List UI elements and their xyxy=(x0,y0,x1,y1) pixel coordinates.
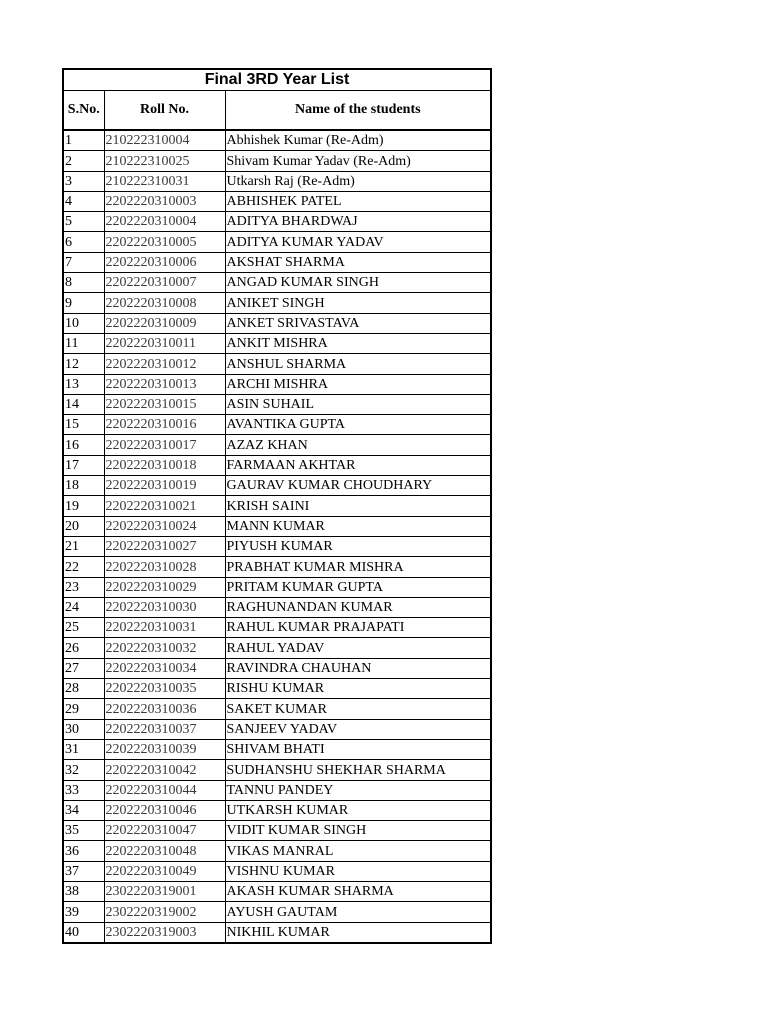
student-name-cell: SUDHANSHU SHEKHAR SHARMA xyxy=(225,760,491,780)
sno-cell: 40 xyxy=(63,922,104,943)
sno-cell: 22 xyxy=(63,557,104,577)
table-row xyxy=(63,496,491,516)
sno-cell: 16 xyxy=(63,435,104,455)
roll-number-cell: 2202220310030 xyxy=(104,597,225,617)
sno-cell: 29 xyxy=(63,699,104,719)
table-row xyxy=(63,800,491,820)
name-column-header: Name of the students xyxy=(225,91,491,131)
table-row xyxy=(63,252,491,272)
sno-cell: 28 xyxy=(63,679,104,699)
table-row xyxy=(63,415,491,435)
student-name-cell: AKASH KUMAR SHARMA xyxy=(225,881,491,901)
table-row xyxy=(63,273,491,293)
table-row xyxy=(63,841,491,861)
table-row xyxy=(63,232,491,252)
table-row xyxy=(63,394,491,414)
sno-cell: 13 xyxy=(63,374,104,394)
roll-number-cell: 2202220310049 xyxy=(104,861,225,881)
roll-number-cell: 2202220310032 xyxy=(104,638,225,658)
student-name-cell: VISHNU KUMAR xyxy=(225,861,491,881)
student-name-cell: ABHISHEK PATEL xyxy=(225,191,491,211)
roll-number-cell: 2202220310042 xyxy=(104,760,225,780)
table-row xyxy=(63,293,491,313)
table-row xyxy=(63,902,491,922)
roll-number-cell: 2202220310003 xyxy=(104,191,225,211)
student-name-cell: FARMAAN AKHTAR xyxy=(225,455,491,475)
roll-number-cell: 2202220310028 xyxy=(104,557,225,577)
student-name-cell: ANKIT MISHRA xyxy=(225,333,491,353)
table-row xyxy=(63,191,491,211)
sno-cell: 12 xyxy=(63,354,104,374)
roll-number-cell: 2202220310024 xyxy=(104,516,225,536)
student-list-table xyxy=(62,68,492,944)
roll-number-cell: 2202220310047 xyxy=(104,821,225,841)
roll-number-cell: 2202220310017 xyxy=(104,435,225,455)
sno-cell: 32 xyxy=(63,760,104,780)
sno-cell: 33 xyxy=(63,780,104,800)
student-name-cell: SANJEEV YADAV xyxy=(225,719,491,739)
student-name-cell: ASIN SUHAIL xyxy=(225,394,491,414)
student-name-cell: PRABHAT KUMAR MISHRA xyxy=(225,557,491,577)
sno-cell: 9 xyxy=(63,293,104,313)
student-name-cell: AYUSH GAUTAM xyxy=(225,902,491,922)
roll-number-cell: 2202220310004 xyxy=(104,212,225,232)
sno-cell: 10 xyxy=(63,313,104,333)
student-name-cell: RAHUL YADAV xyxy=(225,638,491,658)
student-name-cell: SHIVAM BHATI xyxy=(225,739,491,759)
roll-number-cell: 210222310031 xyxy=(104,171,225,191)
roll-number-cell: 2202220310015 xyxy=(104,394,225,414)
roll-number-cell: 2202220310021 xyxy=(104,496,225,516)
student-name-cell: AZAZ KHAN xyxy=(225,435,491,455)
roll-number-cell: 2202220310044 xyxy=(104,780,225,800)
table-row xyxy=(63,679,491,699)
student-name-cell: ANSHUL SHARMA xyxy=(225,354,491,374)
roll-number-cell: 2202220310027 xyxy=(104,536,225,556)
student-name-cell: ARCHI MISHRA xyxy=(225,374,491,394)
student-name-cell: ADITYA BHARDWAJ xyxy=(225,212,491,232)
roll-number-cell: 2202220310007 xyxy=(104,273,225,293)
student-name-cell: ADITYA KUMAR YADAV xyxy=(225,232,491,252)
student-name-cell: ANGAD KUMAR SINGH xyxy=(225,273,491,293)
table-row xyxy=(63,435,491,455)
student-name-cell: Shivam Kumar Yadav (Re-Adm) xyxy=(225,151,491,171)
table-row xyxy=(63,130,491,151)
table-row xyxy=(63,658,491,678)
table-row xyxy=(63,516,491,536)
roll-number-cell: 2202220310035 xyxy=(104,679,225,699)
table-row xyxy=(63,699,491,719)
student-name-cell: PIYUSH KUMAR xyxy=(225,536,491,556)
sno-cell: 18 xyxy=(63,476,104,496)
roll-number-cell: 2302220319003 xyxy=(104,922,225,943)
student-list-sheet xyxy=(62,68,490,944)
student-name-cell: PRITAM KUMAR GUPTA xyxy=(225,577,491,597)
student-name-cell: KRISH SAINI xyxy=(225,496,491,516)
table-row xyxy=(63,881,491,901)
table-row xyxy=(63,557,491,577)
student-name-cell: RAVINDRA CHAUHAN xyxy=(225,658,491,678)
table-row xyxy=(63,719,491,739)
sno-cell: 25 xyxy=(63,618,104,638)
roll-number-cell: 2202220310048 xyxy=(104,841,225,861)
table-row xyxy=(63,638,491,658)
sno-cell: 17 xyxy=(63,455,104,475)
table-row xyxy=(63,212,491,232)
roll-number-cell: 2202220310039 xyxy=(104,739,225,759)
student-name-cell: VIDIT KUMAR SINGH xyxy=(225,821,491,841)
roll-number-cell: 2202220310046 xyxy=(104,800,225,820)
table-row xyxy=(63,374,491,394)
roll-number-cell: 2202220310036 xyxy=(104,699,225,719)
table-row xyxy=(63,577,491,597)
roll-number-cell: 2202220310012 xyxy=(104,354,225,374)
table-row xyxy=(63,597,491,617)
sno-cell: 39 xyxy=(63,902,104,922)
sno-cell: 27 xyxy=(63,658,104,678)
sno-cell: 3 xyxy=(63,171,104,191)
student-name-cell: NIKHIL KUMAR xyxy=(225,922,491,943)
table-row xyxy=(63,821,491,841)
student-name-cell: SAKET KUMAR xyxy=(225,699,491,719)
student-name-cell: VIKAS MANRAL xyxy=(225,841,491,861)
student-name-cell: AKSHAT SHARMA xyxy=(225,252,491,272)
sno-column-header: S.No. xyxy=(63,91,104,131)
sno-cell: 19 xyxy=(63,496,104,516)
student-name-cell: RAHUL KUMAR PRAJAPATI xyxy=(225,618,491,638)
table-row xyxy=(63,922,491,943)
title-row xyxy=(63,69,491,91)
student-name-cell: AVANTIKA GUPTA xyxy=(225,415,491,435)
sno-cell: 30 xyxy=(63,719,104,739)
sno-cell: 11 xyxy=(63,333,104,353)
roll-number-cell: 2202220310018 xyxy=(104,455,225,475)
student-name-cell: Utkarsh Raj (Re-Adm) xyxy=(225,171,491,191)
sno-cell: 34 xyxy=(63,800,104,820)
roll-number-cell: 2202220310029 xyxy=(104,577,225,597)
roll-number-cell: 2202220310005 xyxy=(104,232,225,252)
student-rows xyxy=(63,130,491,943)
table-row xyxy=(63,354,491,374)
roll-number-cell: 2202220310008 xyxy=(104,293,225,313)
roll-number-cell: 210222310004 xyxy=(104,130,225,151)
table-row xyxy=(63,171,491,191)
student-name-cell: ANKET SRIVASTAVA xyxy=(225,313,491,333)
sno-cell: 26 xyxy=(63,638,104,658)
student-name-cell: TANNU PANDEY xyxy=(225,780,491,800)
sno-cell: 24 xyxy=(63,597,104,617)
student-name-cell: GAURAV KUMAR CHOUDHARY xyxy=(225,476,491,496)
sno-cell: 2 xyxy=(63,151,104,171)
sno-cell: 7 xyxy=(63,252,104,272)
sno-cell: 4 xyxy=(63,191,104,211)
table-row xyxy=(63,455,491,475)
sno-cell: 1 xyxy=(63,130,104,151)
table-row xyxy=(63,313,491,333)
roll-number-cell: 2202220310016 xyxy=(104,415,225,435)
header-row xyxy=(63,91,491,131)
roll-number-cell: 210222310025 xyxy=(104,151,225,171)
student-name-cell: MANN KUMAR xyxy=(225,516,491,536)
sno-cell: 15 xyxy=(63,415,104,435)
sno-cell: 37 xyxy=(63,861,104,881)
sno-cell: 20 xyxy=(63,516,104,536)
sno-cell: 5 xyxy=(63,212,104,232)
sno-cell: 14 xyxy=(63,394,104,414)
roll-number-cell: 2302220319001 xyxy=(104,881,225,901)
roll-number-cell: 2202220310011 xyxy=(104,333,225,353)
table-row xyxy=(63,536,491,556)
sno-cell: 8 xyxy=(63,273,104,293)
table-row xyxy=(63,618,491,638)
list-title: Final 3RD Year List xyxy=(63,69,491,91)
table-row xyxy=(63,476,491,496)
roll-number-cell: 2302220319002 xyxy=(104,902,225,922)
student-name-cell: UTKARSH KUMAR xyxy=(225,800,491,820)
roll-column-header: Roll No. xyxy=(104,91,225,131)
student-name-cell: Abhishek Kumar (Re-Adm) xyxy=(225,130,491,151)
table-row xyxy=(63,760,491,780)
sno-cell: 6 xyxy=(63,232,104,252)
student-name-cell: ANIKET SINGH xyxy=(225,293,491,313)
sno-cell: 38 xyxy=(63,881,104,901)
roll-number-cell: 2202220310031 xyxy=(104,618,225,638)
roll-number-cell: 2202220310034 xyxy=(104,658,225,678)
table-row xyxy=(63,151,491,171)
sno-cell: 23 xyxy=(63,577,104,597)
roll-number-cell: 2202220310013 xyxy=(104,374,225,394)
table-row xyxy=(63,780,491,800)
table-row xyxy=(63,861,491,881)
table-row xyxy=(63,739,491,759)
roll-number-cell: 2202220310019 xyxy=(104,476,225,496)
student-name-cell: RISHU KUMAR xyxy=(225,679,491,699)
student-name-cell: RAGHUNANDAN KUMAR xyxy=(225,597,491,617)
sno-cell: 35 xyxy=(63,821,104,841)
table-row xyxy=(63,333,491,353)
roll-number-cell: 2202220310037 xyxy=(104,719,225,739)
sno-cell: 36 xyxy=(63,841,104,861)
sno-cell: 21 xyxy=(63,536,104,556)
roll-number-cell: 2202220310006 xyxy=(104,252,225,272)
roll-number-cell: 2202220310009 xyxy=(104,313,225,333)
sno-cell: 31 xyxy=(63,739,104,759)
